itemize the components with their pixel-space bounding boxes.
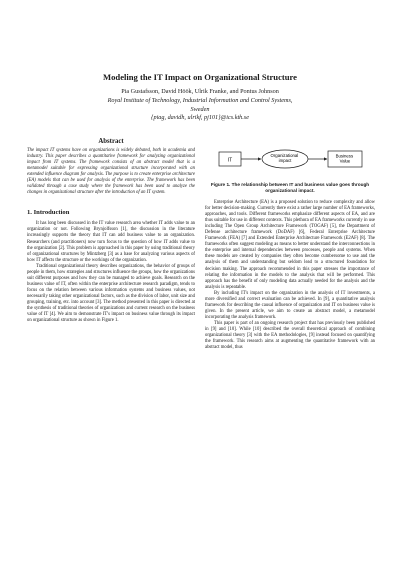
author-names: Pia Gustafsson, David Höök, Ulrik Franke, and Pontus Johnson bbox=[121, 88, 279, 95]
node-org-impact-label: Organizational impact bbox=[270, 153, 299, 163]
section-heading-introduction: 1. Introduction bbox=[27, 209, 70, 217]
affiliation: Royal Institute of Technology, Industrial Information and Control Systems, bbox=[107, 96, 293, 104]
figure-1 bbox=[205, 138, 375, 182]
figure-1-diagram bbox=[205, 138, 375, 182]
abstract-heading: Abstract bbox=[98, 138, 124, 145]
body-paragraph: By including IT's impact on the organization in the analysis of IT investments, a more diversified and correct evaluation can be achieved. In [9], a quantitative analysis framework for describing the causal influence of organization and IT on business value is given. In the present article, we aim to create an abstract model, a metamodel incorporating the analysis framework. bbox=[205, 290, 375, 320]
figure-1-caption: Figure 1. The relationship between IT and business value goes through organizational impact. bbox=[210, 182, 370, 193]
paper-title: Modeling the IT Impact on Organizational Structure bbox=[103, 72, 297, 82]
right-column bbox=[205, 138, 375, 351]
abstract-text: The impact IT systems have on organizations is widely debated, both in academia and industry. This paper describes a quantitative framework for analyzing organizational impact from IT systems. The framework consists of an abstract model that is a metamodel suitable for expressing organizational structure incorporated with an extended influence diagram for analysis. The purpose is to create enterprise architecture (EA) models that can be used for analysis of the enterprise. The framework has been validated through a case study where the framework has been used to analyze the changes in organizational structure after the introduction of an IT system. bbox=[27, 148, 195, 196]
author-emails: {piag, davidh, ulrikf, pj101}@ics.kth.se bbox=[151, 114, 249, 122]
body-paragraph: Enterprise Architecture (EA) is a proposed solution to reduce complexity and allow for better decision-making. Currently there exist a rather large number of EA frameworks, approaches, and tools. Different frameworks emphasize different aspects of EA, and are thus suitable for use in different contexts. This plethora of EA frameworks currently in use including The Open Group Architecture Framework (TOGAF) [5], the Department of Defense architecture framework (DoDAF) [6], Federal Enterprise Architecture Framework (FEA) [7] and Extended Enterprise Architecture Framework (E2AF) [8]. The frameworks often suggest modeling as means to better understand the interconnections in the enterprise and internal dependencies between processes, people and systems. When these models are created by companies they often become cumbersome to use and the analysis of them and understanding but seldom lead to a structured foundation for decision making. The approach recommended in this paper stresses the importance of relating the information in the models to the analysis that will be performed. This approach has the benefit of only modeling data actually needed for the analysis and the analysis is repeatable. bbox=[205, 200, 375, 290]
left-column bbox=[27, 138, 195, 324]
intro-paragraph: It has long been discussed in the IT value research area whether IT adds value to an organization or not. Following Brynjolfsson [1], the discussion in the literature increasingly supports the theory that IT can add business value to an organization. Researchers (and practitioners) now turn focus to the question of how IT adds value to the organization [2]. This problem is approached in this paper by using traditional theory of organizational structures by Mintzberg [3] as a base for analyzing various aspects of how IT affects the structure or the workings of the organization. bbox=[27, 221, 195, 263]
node-business-value-label: Business Value bbox=[335, 153, 354, 164]
intro-paragraph: Traditional organizational theory describes organizations, the behavior of groups of people in them, how strategies and structures influence the groups, how the organizations suit different purposes and how they can be managed to achieve goals. Research on the business value of IT, often within the enterprise architecture research paradigm, tends to focus on the relation between various information systems and business values, not necessarily taking other organizational factors, such as the division of labor, unit size and grouping, training, etc. into account [3]. The method presented in this paper is directed at the synthesis of traditional theories of organizations and current research on the business value of IT [4]. We aim to demonstrate IT's impact on business value through its impact on organizational structure as shown in Figure 1. bbox=[27, 263, 195, 324]
body-paragraph: This paper is part of an ongoing research project that has previously been published in [9] and [10]. While [10] described the overall theoretical approach of combining organizational theory [3] with the EA methodologies, [9] instead focused on quantifying the framework. This research aims at augmenting the quantitative framework with an abstract model, thus bbox=[205, 320, 375, 351]
affiliation-country: Sweden bbox=[190, 105, 210, 113]
node-it-label: IT bbox=[227, 157, 233, 164]
author-block bbox=[0, 88, 400, 123]
